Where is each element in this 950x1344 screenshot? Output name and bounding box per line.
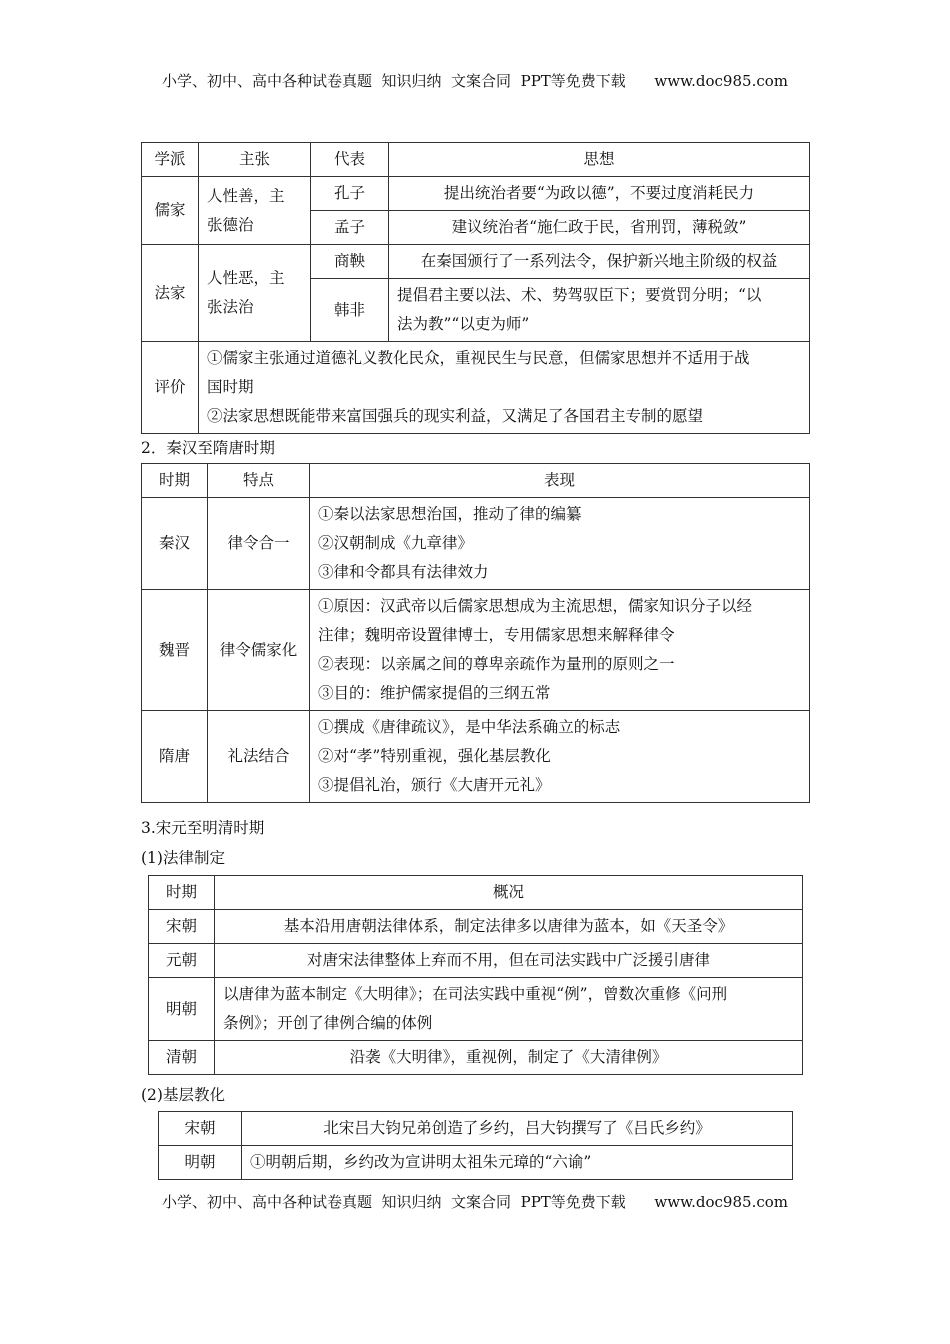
content-cell: ①明朝后期，乡约改为宣讲明太祖朱元璋的“六谕” [242,1146,793,1180]
schools-table [141,142,810,434]
overview-line: 条例》；开创了律例合编的体例 [223,1014,433,1032]
col-header-school: 学派 [142,143,199,177]
col-header-period: 时期 [142,464,208,498]
table-row [149,944,803,978]
section-2-title: 2．秦汉至隋唐时期 [141,439,275,457]
law-making-table [148,875,803,1075]
manifestation-line: ②对“孝”特别重视，强化基层教化 [318,747,551,765]
col-header-manifestation: 表现 [310,464,810,498]
claim-confucian [199,177,311,245]
period-cell: 隋唐 [142,711,208,803]
table-header-row [142,143,810,177]
table-row [159,1112,793,1146]
manifestation-line: ①秦以法家思想治国，推动了律的编纂 [318,505,582,523]
overview-cell [215,978,803,1041]
rep-idea: 提出统治者要“为政以德”，不要过度消耗民力 [389,177,810,211]
table-header-row [142,464,810,498]
col-header-feature: 特点 [208,464,310,498]
manifestation-line: ②表现：以亲属之间的尊卑亲疏作为量刑的原则之一 [318,655,675,673]
manifestation-line: ①原因：汉武帝以后儒家思想成为主流思想，儒家知识分子以经 [318,597,753,615]
claim-line: 张法治 [207,298,254,316]
col-header-claim: 主张 [199,143,311,177]
period-cell: 魏晋 [142,590,208,711]
col-header-thought: 思想 [389,143,810,177]
period-cell: 清朝 [149,1041,215,1075]
subsection-grassroots-education: (2)基层教化 [141,1086,225,1104]
claim-line: 人性恶，主 [207,269,285,287]
manifestation-line: ②汉朝制成《九章律》 [318,534,474,552]
grassroots-table [158,1111,793,1180]
claim-line: 人性善，主 [207,186,285,205]
table-row [142,177,810,211]
evaluation-label: 评价 [142,342,199,434]
table-row [142,245,810,279]
periods-table [141,463,810,803]
manifestation-line: 注律；魏明帝设置律博士，专用儒家思想来解释律令 [318,626,675,644]
period-cell: 明朝 [149,978,215,1041]
rep-name: 商鞅 [311,245,389,279]
manifestation-line: ③提倡礼治，颁行《大唐开元礼》 [318,776,551,794]
manifestation-cell [310,590,810,711]
table-row [149,978,803,1041]
claim-legalist [199,245,311,342]
table-row [142,711,810,803]
overview-line: 以唐律为蓝本制定《大明律》；在司法实践中重视“例”，曾数次重修《问刑 [223,985,728,1003]
page-footer: 小学、初中、高中各种试卷真题 知识归纳 文案合同 PPT等免费下载 www.doc985.com [161,1193,788,1211]
table-row [159,1146,793,1180]
table-row [142,590,810,711]
col-header-period: 时期 [149,876,215,910]
page-header: 小学、初中、高中各种试卷真题 知识归纳 文案合同 PPT等免费下载 www.doc985.com [161,72,788,90]
table-header-row [149,876,803,910]
manifestation-cell [310,498,810,590]
eval-line: ②法家思想既能带来富国强兵的现实利益，又满足了各国君主专制的愿望 [207,407,704,425]
table-row [142,342,810,434]
overview-cell: 基本沿用唐朝法律体系，制定法律多以唐律为蓝本，如《天圣令》 [215,910,803,944]
content-cell: 北宋吕大钧兄弟创造了乡约，吕大钧撰写了《吕氏乡约》 [242,1112,793,1146]
rep-name: 孔子 [311,177,389,211]
idea-line: 法为教”“以吏为师” [397,315,530,333]
subsection-law-making: (1)法律制定 [141,849,225,867]
period-cell: 元朝 [149,944,215,978]
school-legalist: 法家 [142,245,199,342]
feature-cell: 律令儒家化 [208,590,310,711]
feature-cell: 礼法结合 [208,711,310,803]
overview-cell: 对唐宋法律整体上弃而不用，但在司法实践中广泛援引唐律 [215,944,803,978]
rep-idea [389,279,810,342]
school-confucian: 儒家 [142,177,199,245]
manifestation-line: ③律和令都具有法律效力 [318,563,489,581]
manifestation-cell [310,711,810,803]
eval-line: ①儒家主张通过道德礼义教化民众，重视民生与民意，但儒家思想并不适用于战 [207,349,750,367]
manifestation-line: ①撰成《唐律疏议》，是中华法系确立的标志 [318,718,621,736]
section-3-title: 3.宋元至明清时期 [141,819,265,837]
rep-idea: 建议统治者“施仁政于民，省刑罚，薄税敛” [389,211,810,245]
overview-cell: 沿袭《大明律》，重视例，制定了《大清律例》 [215,1041,803,1075]
period-cell: 明朝 [159,1146,242,1180]
period-cell: 秦汉 [142,498,208,590]
period-cell: 宋朝 [149,910,215,944]
manifestation-line: ③目的：维护儒家提倡的三纲五常 [318,684,551,702]
period-cell: 宋朝 [159,1112,242,1146]
evaluation-text [199,342,810,434]
table-row [142,498,810,590]
eval-line: 国时期 [207,378,254,396]
feature-cell: 律令合一 [208,498,310,590]
col-header-overview: 概况 [215,876,803,910]
claim-line: 张德治 [207,215,254,234]
rep-idea: 在秦国颁行了一系列法令，保护新兴地主阶级的权益 [389,245,810,279]
col-header-representative: 代表 [311,143,389,177]
table-row [149,1041,803,1075]
rep-name: 韩非 [311,279,389,342]
table-row [149,910,803,944]
rep-name: 孟子 [311,211,389,245]
idea-line: 提倡君主要以法、术、势驾驭臣下；要赏罚分明；“以 [397,286,762,304]
